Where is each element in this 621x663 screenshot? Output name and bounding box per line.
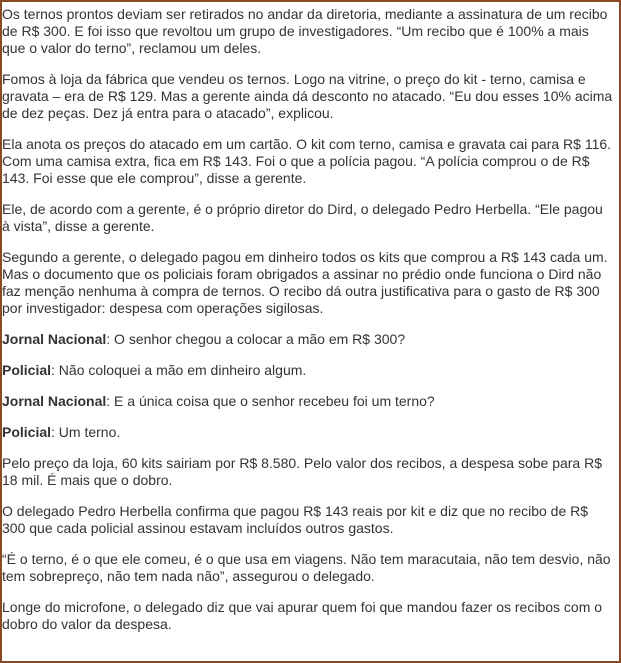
- paragraph: Segundo a gerente, o delegado pagou em dinheiro todos os kits que comprou a R$ 143 cada um. Mas o documento que os policiais foram obrigados a assinar no prédio onde funciona o Dird não faz menção nenhuma à compra de ternos. O recibo dá outra justificativa para o gasto de R$ 300 por investigador: despesa com operações sigilosas.: [2, 249, 608, 316]
- dialogue-text: : Não coloquei a mão em dinheiro algum.: [51, 362, 307, 378]
- dialogue-line: [2, 424, 614, 441]
- dialogue-line: [2, 393, 614, 410]
- paragraph: Ele, de acordo com a gerente, é o próprio diretor do Dird, o delegado Pedro Herbella. “Ele pagou à vista”, disse a gerente.: [2, 201, 603, 234]
- dialogue-text: : O senhor chegou a colocar a mão em R$ 300?: [106, 331, 406, 347]
- paragraph: Longe do microfone, o delegado diz que vai apurar quem foi que mandou fazer os recibos com o dobro do valor da despesa.: [2, 599, 603, 632]
- paragraph: “É o terno, é o que ele comeu, é o que usa em viagens. Não tem maracutaia, não tem desvio, não tem sobrepreço, não tem nada não”, assegurou o delegado.: [2, 551, 611, 584]
- paragraph: Os ternos prontos deviam ser retirados no andar da diretoria, mediante a assinatura de um recibo de R$ 300. E foi isso que revoltou um grupo de investigadores. “Um recibo que é 100% a mais que o valor do terno”, reclamou um deles.: [2, 6, 608, 56]
- paragraph: Pelo preço da loja, 60 kits sairiam por R$ 8.580. Pelo valor dos recibos, a despesa sobe para R$ 18 mil. É mais que o dobro.: [2, 455, 603, 488]
- dialogue-line: [2, 362, 614, 379]
- dialogue-text: : Um terno.: [51, 424, 121, 440]
- speaker-name: Policial: [2, 424, 52, 440]
- article-body: [2, 6, 614, 647]
- paragraph: O delegado Pedro Herbella confirma que pagou R$ 143 reais por kit e diz que no recibo de R$ 300 que cada policial assinou estavam incluídos outros gastos.: [2, 503, 589, 536]
- speaker-name: Jornal Nacional: [2, 393, 107, 409]
- speaker-name: Policial: [2, 362, 52, 378]
- paragraph: Ela anota os preços do atacado em um cartão. O kit com terno, camisa e gravata cai para R$ 116. Com uma camisa extra, fica em R$ 143. Foi o que a polícia pagou. “A polícia comprou o de R$ 143. Foi esse que ele comprou”, disse a gerente.: [2, 136, 612, 186]
- speaker-name: Jornal Nacional: [2, 331, 107, 347]
- paragraph: Fomos à loja da fábrica que vendeu os ternos. Logo na vitrine, o preço do kit - terno, camisa e gravata – era de R$ 129. Mas a gerente ainda dá desconto no atacado. “Eu dou esses 10% acima de dez peças. Dez já entra para o atacado”, explicou.: [2, 71, 613, 121]
- dialogue-text: : E a única coisa que o senhor recebeu foi um terno?: [106, 393, 435, 409]
- dialogue-line: [2, 331, 614, 348]
